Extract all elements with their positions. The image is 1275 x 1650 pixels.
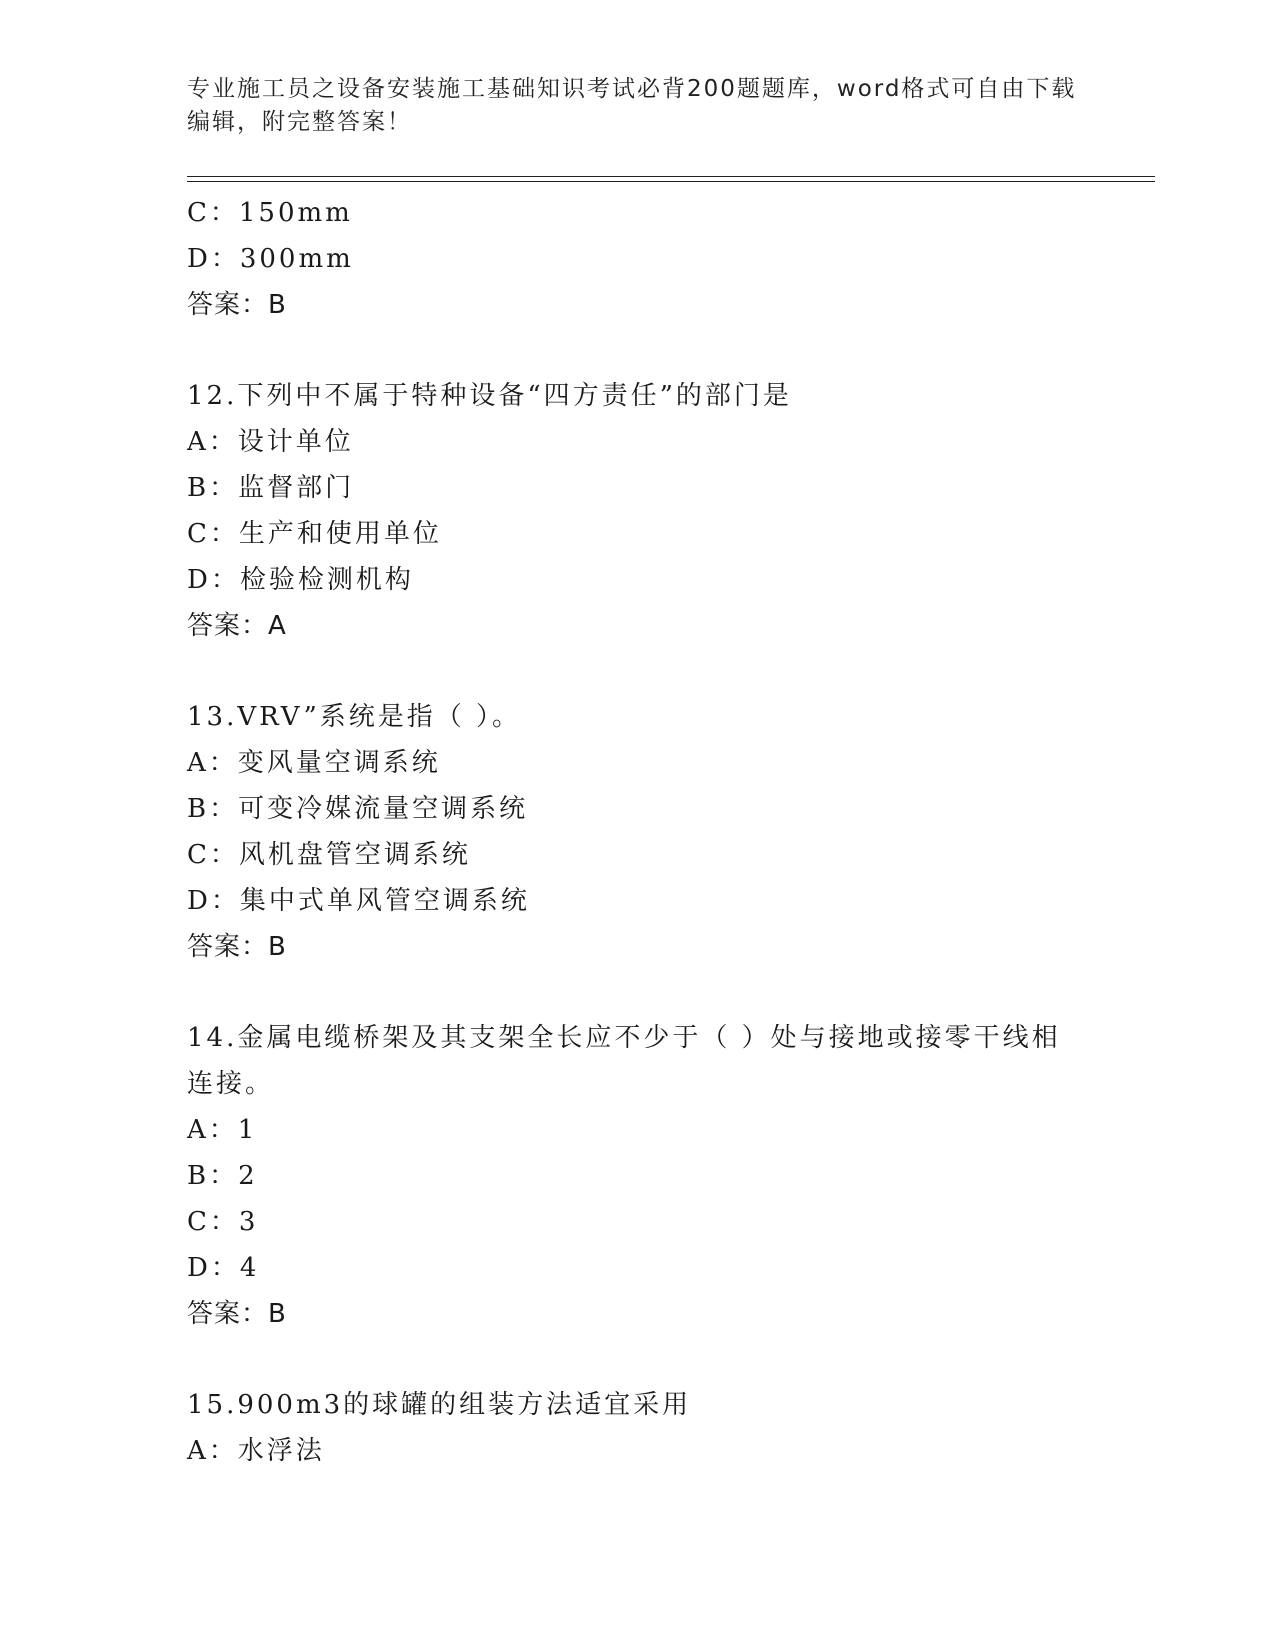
- question-12: [187, 373, 1087, 649]
- question-text: 15.900m3的球罐的组装方法适宜采用: [187, 1390, 692, 1420]
- question-text-line-2: 连接。: [187, 1069, 275, 1099]
- answer-line: 答案：B: [187, 1299, 287, 1329]
- answer-line: 答案：A: [187, 611, 287, 641]
- question-14: [187, 1015, 1087, 1337]
- header-rule-top: [187, 176, 1155, 177]
- option-c: C：风机盘管空调系统: [187, 840, 471, 870]
- question-text-line-1: 14.金属电缆桥架及其支架全长应不少于（ ）处与接地或接零干线相: [187, 1023, 1061, 1053]
- question-text: 12.下列中不属于特种设备“四方责任”的部门是: [187, 381, 792, 411]
- option-a: A：水浮法: [187, 1436, 325, 1466]
- question-list: [187, 190, 1087, 1474]
- question-11-tail: [187, 190, 1087, 328]
- option-a: A：设计单位: [187, 427, 354, 457]
- header-rule-bottom: [187, 181, 1155, 182]
- option-c: C：150mm: [187, 198, 353, 228]
- option-d: D：4: [187, 1253, 260, 1283]
- answer-line: 答案：B: [187, 290, 287, 320]
- option-a: A：变风量空调系统: [187, 748, 441, 778]
- option-d: D：检验检测机构: [187, 565, 414, 595]
- option-b: B：可变冷媒流量空调系统: [187, 794, 529, 824]
- option-c: C：3: [187, 1207, 259, 1237]
- option-b: B：2: [187, 1161, 258, 1191]
- option-d: D：300mm: [187, 244, 354, 274]
- option-b: B：监督部门: [187, 473, 355, 503]
- header-line-2: 编辑，附完整答案！: [187, 109, 412, 135]
- question-text: 13.VRV”系统是指（ ）。: [187, 702, 522, 732]
- spacer: [187, 970, 1087, 1015]
- answer-line: 答案：B: [187, 932, 287, 962]
- question-13: [187, 694, 1087, 970]
- spacer: [187, 649, 1087, 694]
- spacer: [187, 328, 1087, 373]
- question-15: [187, 1382, 1087, 1474]
- option-a: A：1: [187, 1115, 258, 1145]
- header-line-1: 专业施工员之设备安装施工基础知识考试必背200题题库，word格式可自由下载: [187, 76, 1077, 102]
- spacer: [187, 1337, 1087, 1382]
- document-header: [187, 73, 1087, 139]
- option-d: D：集中式单风管空调系统: [187, 886, 530, 916]
- option-c: C：生产和使用单位: [187, 519, 442, 549]
